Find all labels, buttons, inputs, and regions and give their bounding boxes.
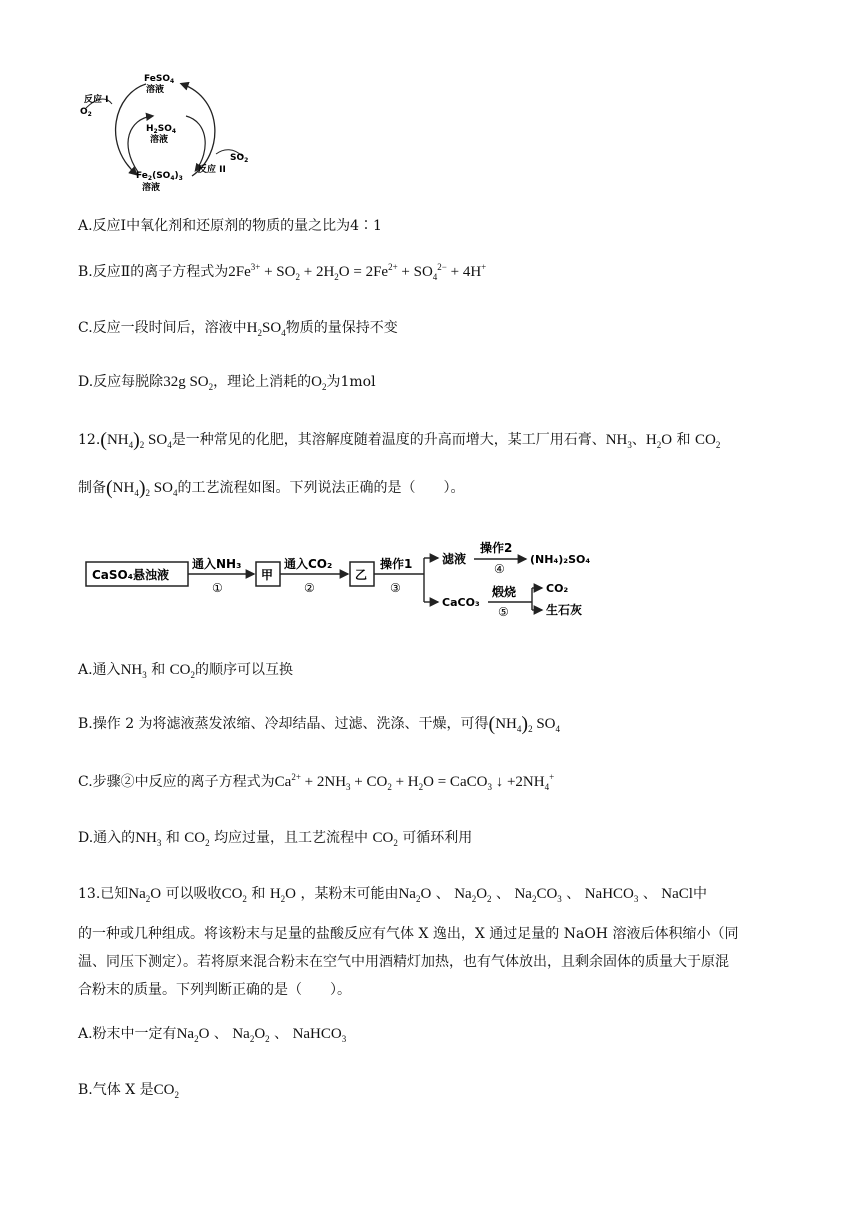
cycle-diagram bbox=[74, 64, 264, 196]
step3-label: 操作1 bbox=[380, 557, 413, 571]
q13-option-b: B.气体 X 是$CO_2$ bbox=[78, 1082, 179, 1100]
q11-option-c: C.反应一段时间后，溶液中$H_2SO_4$物质的量保持不变 bbox=[78, 320, 398, 338]
so2-label: $SO_2$ bbox=[230, 153, 249, 164]
q12-option-d: D.通入的$NH_3$ 和 $CO_2$ 均应过量，且工艺流程中 $CO_2$ 可循环利用 bbox=[78, 830, 473, 848]
reaction-2-label: 反应 II bbox=[198, 165, 226, 175]
step5-label: 煅烧 bbox=[492, 585, 517, 599]
feso4-label: FeSO$_4$ bbox=[144, 74, 175, 85]
step1-number: ① bbox=[212, 581, 223, 595]
h2so4-label: $H_2SO_4$ bbox=[146, 124, 177, 135]
equation-b: $2Fe^{3+} + SO_2 + 2H_2O = 2Fe^{2+} + SO_4^{2-} + 4H^+$ bbox=[228, 262, 487, 282]
filtrate-label: 滤液 bbox=[442, 552, 467, 566]
inner-arc-right bbox=[186, 116, 205, 170]
q12-option-b: B.操作 2 为将滤液蒸发浓缩、冷却结晶、过滤、洗涤、干燥，可得$(NH_4)_2$ $SO_4$ bbox=[78, 713, 560, 735]
jia-label: 甲 bbox=[261, 568, 274, 582]
q11-option-a: A.反应Ⅰ中氧化剂和还原剂的物质的量之比为4∶1 bbox=[78, 218, 382, 234]
yi-label: 乙 bbox=[355, 568, 368, 582]
q13-stem-line2: 的一种或几种组成。将该粉末与足量的盐酸反应有气体 X 逸出，X 通过足量的 NaOH 溶液后体积缩小（同 bbox=[78, 926, 739, 942]
step3-number: ③ bbox=[390, 581, 401, 595]
q13-stem-line4: 合粉末的质量。下列判断正确的是（ ）。 bbox=[78, 982, 351, 998]
fe2so43-label: $Fe_2(SO_4)_3$ bbox=[136, 171, 183, 182]
equation-c: $Ca^{2+} + 2NH_3 + CO_2 + H_2O$ = CaCO$_3$ ↓ $+2NH_4^+$ bbox=[274, 772, 555, 792]
o2-label: $O_2$ bbox=[80, 107, 92, 118]
cycle-arc-right bbox=[182, 84, 215, 176]
caso4-box-label: CaSO₄悬浊液 bbox=[92, 568, 170, 582]
step2-label: 通入CO₂ bbox=[284, 557, 333, 571]
caco3-label: CaCO₃ bbox=[442, 596, 480, 609]
fe2so43-solution-label: 溶液 bbox=[142, 183, 161, 193]
q12-stem-line1: $12.(NH_4)_2$ $SO_4$是一种常见的化肥，其溶解度随着温度的升高而增大，某工厂用石膏、$NH_3$、$H_2O$ 和 $CO_2$ bbox=[78, 429, 721, 451]
q11-option-b: B.反应Ⅱ的离子方程式为$2Fe^{3+} + SO_2 + 2H_2O = 2Fe^{2+} + SO_4^{2-} + 4H^+$ bbox=[78, 262, 487, 282]
h2so4-solution-label: 溶液 bbox=[150, 135, 169, 145]
cycle-arc-left bbox=[116, 84, 146, 174]
q13-stem-line3: 温、同压下测定）。若将原来混合粉末在空气中用酒精灯加热，也有气体放出，且剩余固体的质量大于原混 bbox=[78, 954, 729, 970]
product-quicklime: 生石灰 bbox=[546, 603, 583, 617]
q12-option-c: C.步骤②中反应的离子方程式为$Ca^{2+} + 2NH_3 + CO_2 + H_2O$ = CaCO$_3$ ↓ $+2NH_4^+$ bbox=[78, 772, 555, 792]
product-ammonium-sulfate: (NH₄)₂SO₄ bbox=[530, 553, 591, 566]
process-flowchart bbox=[84, 540, 604, 620]
step1-label: 通入NH₃ bbox=[192, 557, 242, 571]
step4-label: 操作2 bbox=[480, 541, 513, 555]
step2-number: ② bbox=[304, 581, 315, 595]
q12-stem-line2: 制备$(NH_4)_2$ $SO_4$的工艺流程如图。下列说法正确的是（ ）。 bbox=[78, 477, 465, 499]
q13-option-a: A.粉末中一定有$Na_2O$ 、 $Na_2O_2$ 、 NaHCO$_3$ bbox=[78, 1026, 347, 1044]
step4-number: ④ bbox=[494, 562, 505, 576]
q12-option-a: A.通入$NH_3$ 和 $CO_2$的顺序可以互换 bbox=[78, 662, 293, 680]
product-co2: CO₂ bbox=[546, 582, 569, 595]
q11-option-d: D.反应每脱除32g $SO_2$，理论上消耗的$O_2$为1mol bbox=[78, 374, 376, 392]
feso4-solution-label: 溶液 bbox=[146, 85, 165, 95]
q13-stem-line1: 13.已知$Na_2O$ 可以吸收$CO_2$ 和 $H_2O$ ，某粉末可能由$Na_2O$ 、 $Na_2O_2$ 、 $Na_2CO_3$ 、 NaHCO$_3$ 、 NaCl中 bbox=[78, 886, 707, 904]
reaction-1-label: 反应 I bbox=[84, 95, 109, 105]
step5-number: ⑤ bbox=[498, 605, 509, 619]
